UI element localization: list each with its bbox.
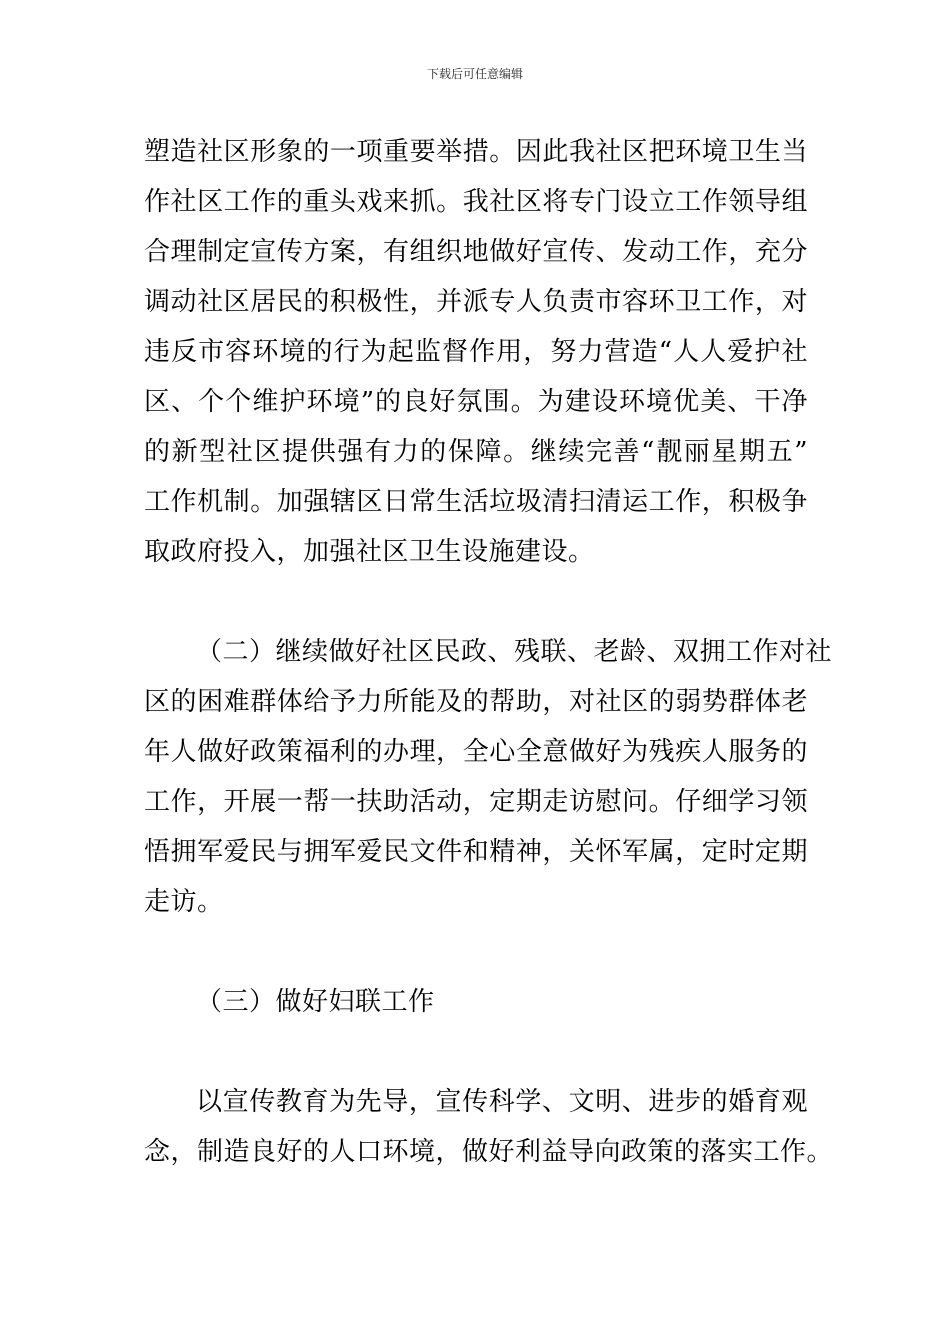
section-heading: （三）做好妇联工作 xyxy=(196,987,435,1017)
paragraph-spacer xyxy=(144,577,808,627)
paragraph-education xyxy=(144,1077,834,1177)
paragraph-environment xyxy=(144,127,808,577)
text-line: 工作，开展一帮一扶助活动，定期走访慰问。仔细学习领 xyxy=(144,787,808,817)
text-line: 走访。 xyxy=(144,887,224,917)
text-line: 悟拥军爱民与拥军爱民文件和精神，关怀军属，定时定期 xyxy=(144,837,808,867)
text-line: 违反市容环境的行为起监督作用，努力营造“人人爱护社 xyxy=(144,337,808,367)
text-line: 以宣传教育为先导，宣传科学、文明、进步的婚育观 xyxy=(196,1087,808,1117)
paragraph-spacer xyxy=(144,927,808,977)
text-line: 区、个个维护环境”的良好氛围。为建设环境优美、干净 xyxy=(144,387,808,417)
paragraph-spacer xyxy=(144,1027,808,1077)
text-line: 工作机制。加强辖区日常生活垃圾清扫清运工作，积极争 xyxy=(144,487,808,517)
text-line: 的新型社区提供强有力的保障。继续完善“靓丽星期五” xyxy=(144,437,808,467)
text-line: （二）继续做好社区民政、残联、老龄、双拥工作对社 xyxy=(196,637,833,667)
paragraph-womens-federation-heading xyxy=(144,977,808,1027)
text-line: 年人做好政策福利的办理，全心全意做好为残疾人服务的 xyxy=(144,737,808,767)
text-line: 取政府投入，加强社区卫生设施建设。 xyxy=(144,537,595,567)
text-line: 念，制造良好的人口环境，做好利益导向政策的落实工作。 xyxy=(144,1137,834,1167)
text-line: 作社区工作的重头戏来抓。我社区将专门设立工作领导组 xyxy=(144,187,808,217)
text-line: 区的困难群体给予力所能及的帮助，对社区的弱势群体老 xyxy=(144,687,808,717)
paragraph-civil-affairs xyxy=(144,627,833,927)
page-header: 下载后可任意编辑 xyxy=(426,67,523,81)
text-line: 合理制定宣传方案，有组织地做好宣传、发动工作，充分 xyxy=(144,237,808,267)
text-line: 塑造社区形象的一项重要举措。因此我社区把环境卫生当 xyxy=(144,137,808,167)
document-body xyxy=(144,127,834,1177)
text-line: 调动社区居民的积极性，并派专人负责市容环卫工作，对 xyxy=(144,287,808,317)
